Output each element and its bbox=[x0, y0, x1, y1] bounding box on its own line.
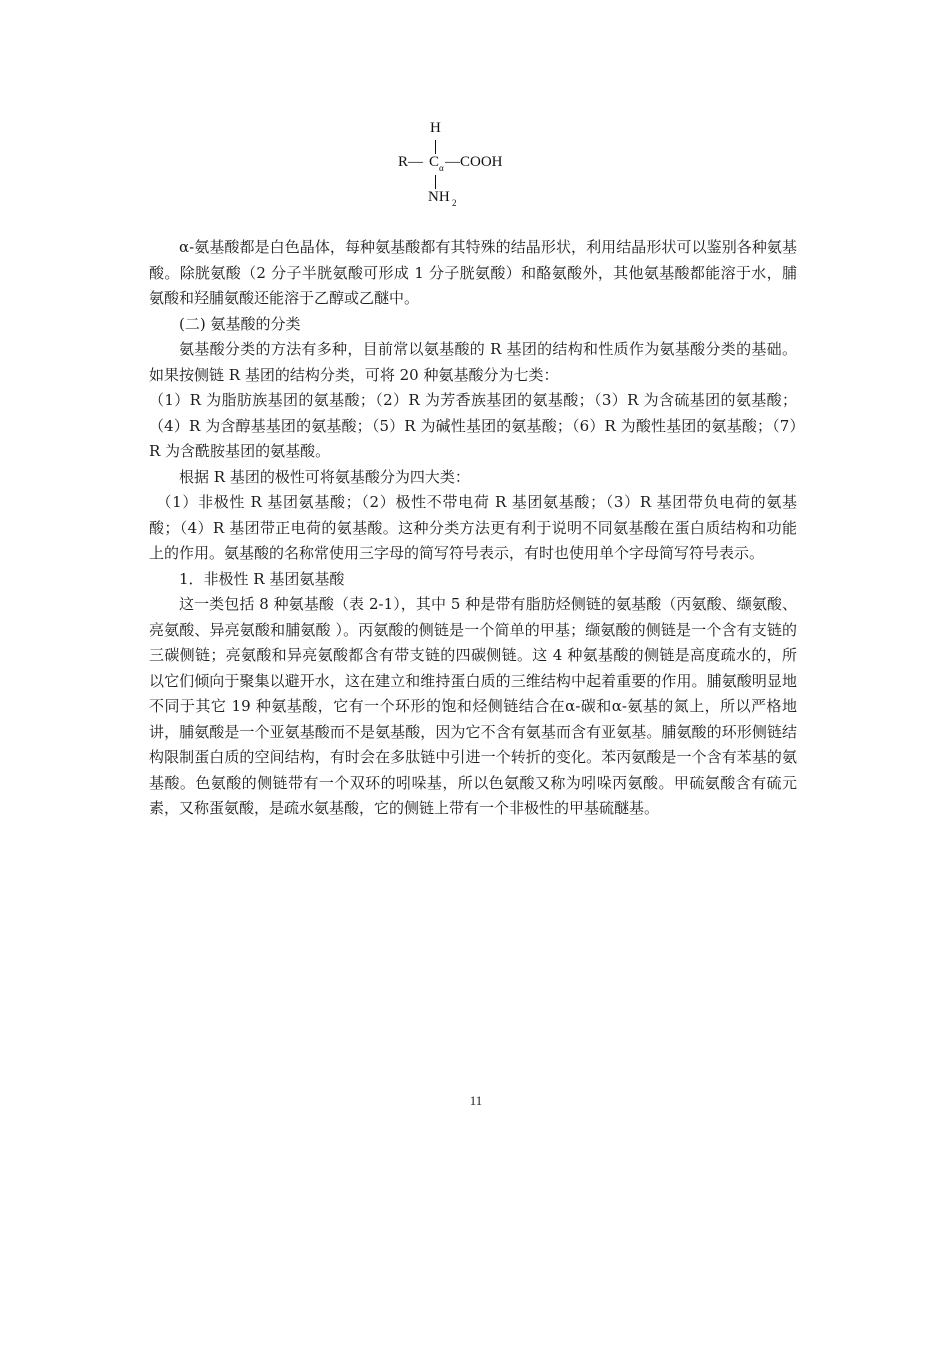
body-text bbox=[149, 235, 797, 822]
formula-bottom-bond bbox=[435, 175, 436, 189]
formula-center-atom: C bbox=[429, 154, 440, 170]
section-heading-classification: (二) 氨基酸的分类 bbox=[179, 314, 301, 333]
formula-top-atom: H bbox=[430, 120, 441, 136]
formula-top-bond bbox=[435, 140, 436, 154]
paragraph-seven-classes: （1）R 为脂肪族基团的氨基酸；（2）R 为芳香族基团的氨基酸；（3）R 为含硫基团的氨基酸；（4）R 为含醇基基团的氨基酸；（5）R 为碱性基团的氨基酸；（6）R 为酸性基团的氨基酸；（7）R 为含酰胺基团的氨基酸。 bbox=[149, 391, 797, 460]
subheading-nonpolar: 1．非极性 R 基团氨基酸 bbox=[179, 569, 345, 588]
amino-acid-structure-formula bbox=[392, 118, 522, 214]
paragraph-nonpolar-detail: 这一类包括 8 种氨基酸（表 2-1），其中 5 种是带有脂肪烃侧链的氨基酸（丙氨酸、缬氨酸、亮氨酸、异亮氨酸和脯氨酸 ）。丙氨酸的侧链是一个简单的甲基；缬氨酸的侧链是一个含有支链的三碳侧链；亮氨酸和异亮氨酸都含有带支链的四碳侧链。这 4 种氨基酸的侧链是高度疏水的，所以它们倾向于聚集以避开水，这在建立和维持蛋白质的三维结构中起着重要的作用。脯氨酸明显地不同于其它 19 种氨基酸，它有一个环形的饱和烃侧链结合在α-碳和α-氨基的氮上，所以严格地讲，脯氨酸是一个亚氨基酸而不是氨基酸，因为它不含有氨基而含有亚氨基。脯氨酸的环形侧链结构限制蛋白质的空间结构，有时会在多肽链中引进一个转折的变化。苯丙氨酸是一个含有苯基的氨基酸。色氨酸的侧链带有一个双环的吲哚基，所以色氨酸又称为吲哚丙氨酸。甲硫氨酸含有硫元素，又称蛋氨酸，是疏水氨基酸，它的侧链上带有一个非极性的甲基硫醚基。 bbox=[149, 595, 797, 817]
formula-right-group: —COOH bbox=[445, 154, 503, 170]
paragraph-crystal-properties: α-氨基酸都是白色晶体，每种氨基酸都有其特殊的结晶形状，利用结晶形状可以鉴别各种氨基酸。除胱氨酸（2 分子半胱氨酸可形成 1 分子胱氨酸）和酪氨酸外，其他氨基酸都能溶于水，脯氨酸和羟脯氨酸还能溶于乙醇或乙醚中。 bbox=[149, 238, 797, 307]
formula-left-group: R— bbox=[398, 154, 424, 170]
paragraph-classification-intro: 氨基酸分类的方法有多种，目前常以氨基酸的 R 基团的结构和性质作为氨基酸分类的基础。如果按侧链 R 基团的结构分类，可将 20 种氨基酸分为七类： bbox=[149, 340, 797, 384]
formula-center-subscript: α bbox=[439, 163, 444, 173]
formula-bottom-atom: NH bbox=[428, 189, 450, 205]
paragraph-polarity-intro: 根据 R 基团的极性可将氨基酸分为四大类： bbox=[179, 467, 470, 486]
paragraph-four-classes: （1）非极性 R 基团氨基酸；（2）极性不带电荷 R 基团氨基酸；（3）R 基团带负电荷的氨基酸；（4）R 基团带正电荷的氨基酸。这种分类方法更有利于说明不同氨基酸在蛋白质结构和功能上的作用。氨基酸的名称常使用三字母的简写符号表示，有时也使用单个字母简写符号表示。 bbox=[149, 493, 797, 562]
formula-bottom-subscript: 2 bbox=[452, 198, 457, 208]
page-number: 11 bbox=[469, 1093, 483, 1108]
